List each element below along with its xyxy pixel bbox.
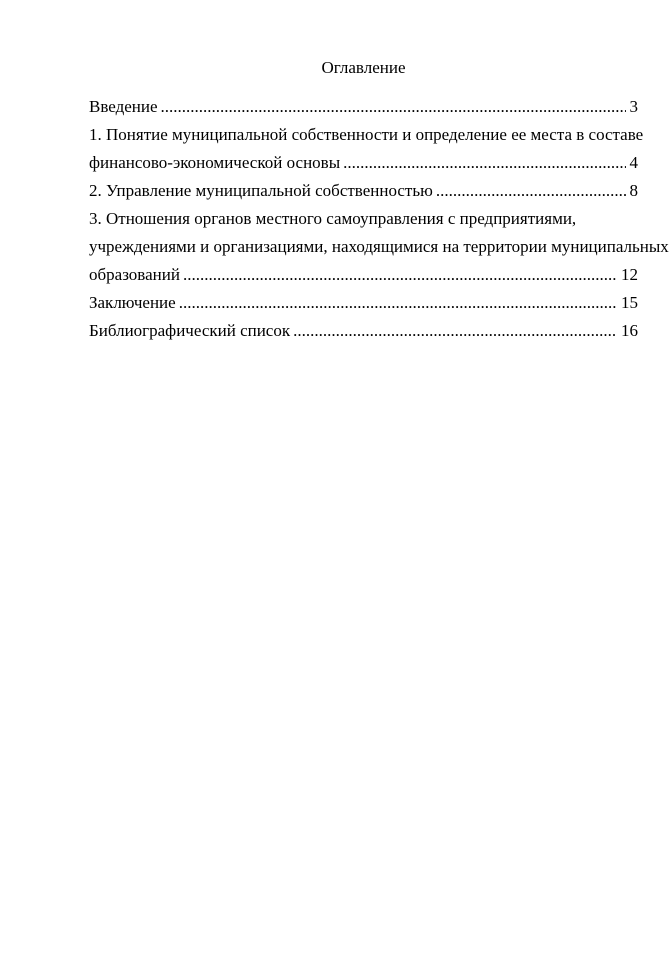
- toc-page-number: 4: [629, 153, 638, 172]
- toc-entry-label[interactable]: Введение: [89, 97, 158, 116]
- toc-page-number: 16: [621, 321, 638, 340]
- toc-entry-conclusion[interactable]: [89, 289, 638, 317]
- toc-entry-line: [89, 205, 638, 233]
- table-of-contents: [89, 93, 669, 345]
- toc-entry-line: [89, 233, 669, 261]
- dot-leader: [179, 289, 617, 317]
- toc-entry-label[interactable]: 3. Отношения органов местного самоуправления с предприятиями,: [89, 209, 577, 228]
- dot-leader: [343, 149, 625, 177]
- dot-leader: [293, 317, 617, 345]
- toc-page-number: 8: [629, 181, 638, 200]
- toc-entry-chapter-3[interactable]: [89, 205, 669, 289]
- toc-entry-label[interactable]: образований: [89, 265, 180, 284]
- toc-entry-bibliography[interactable]: [89, 317, 638, 345]
- toc-entry-line: [89, 149, 638, 177]
- toc-entry-line: [89, 289, 638, 317]
- dot-leader: [161, 93, 626, 121]
- toc-entry-line: [89, 317, 638, 345]
- toc-entry-label[interactable]: Заключение: [89, 293, 176, 312]
- toc-entry-label[interactable]: учреждениями и организациями, находящимися на территории муниципальных: [89, 237, 669, 256]
- toc-page-number: 12: [621, 265, 638, 284]
- toc-entry-label[interactable]: 2. Управление муниципальной собственностью: [89, 181, 433, 200]
- dot-leader: [436, 177, 626, 205]
- toc-entry-line: [89, 121, 644, 149]
- toc-entry-label[interactable]: Библиографический список: [89, 321, 291, 340]
- toc-entry-introduction[interactable]: [89, 93, 638, 121]
- page-title: Оглавление: [321, 58, 406, 77]
- toc-entry-line: [89, 177, 638, 205]
- toc-entry-label[interactable]: финансово-экономической основы: [89, 153, 341, 172]
- toc-entry-line: [89, 93, 638, 121]
- toc-entry-chapter-2[interactable]: [89, 177, 638, 205]
- dot-leader: [183, 261, 617, 289]
- toc-entry-chapter-1[interactable]: [89, 121, 644, 177]
- toc-entry-line: [89, 261, 638, 289]
- toc-entry-label[interactable]: 1. Понятие муниципальной собственности и определение ее места в составе: [89, 125, 644, 144]
- toc-page-number: 3: [629, 97, 638, 116]
- toc-page-number: 15: [621, 293, 638, 312]
